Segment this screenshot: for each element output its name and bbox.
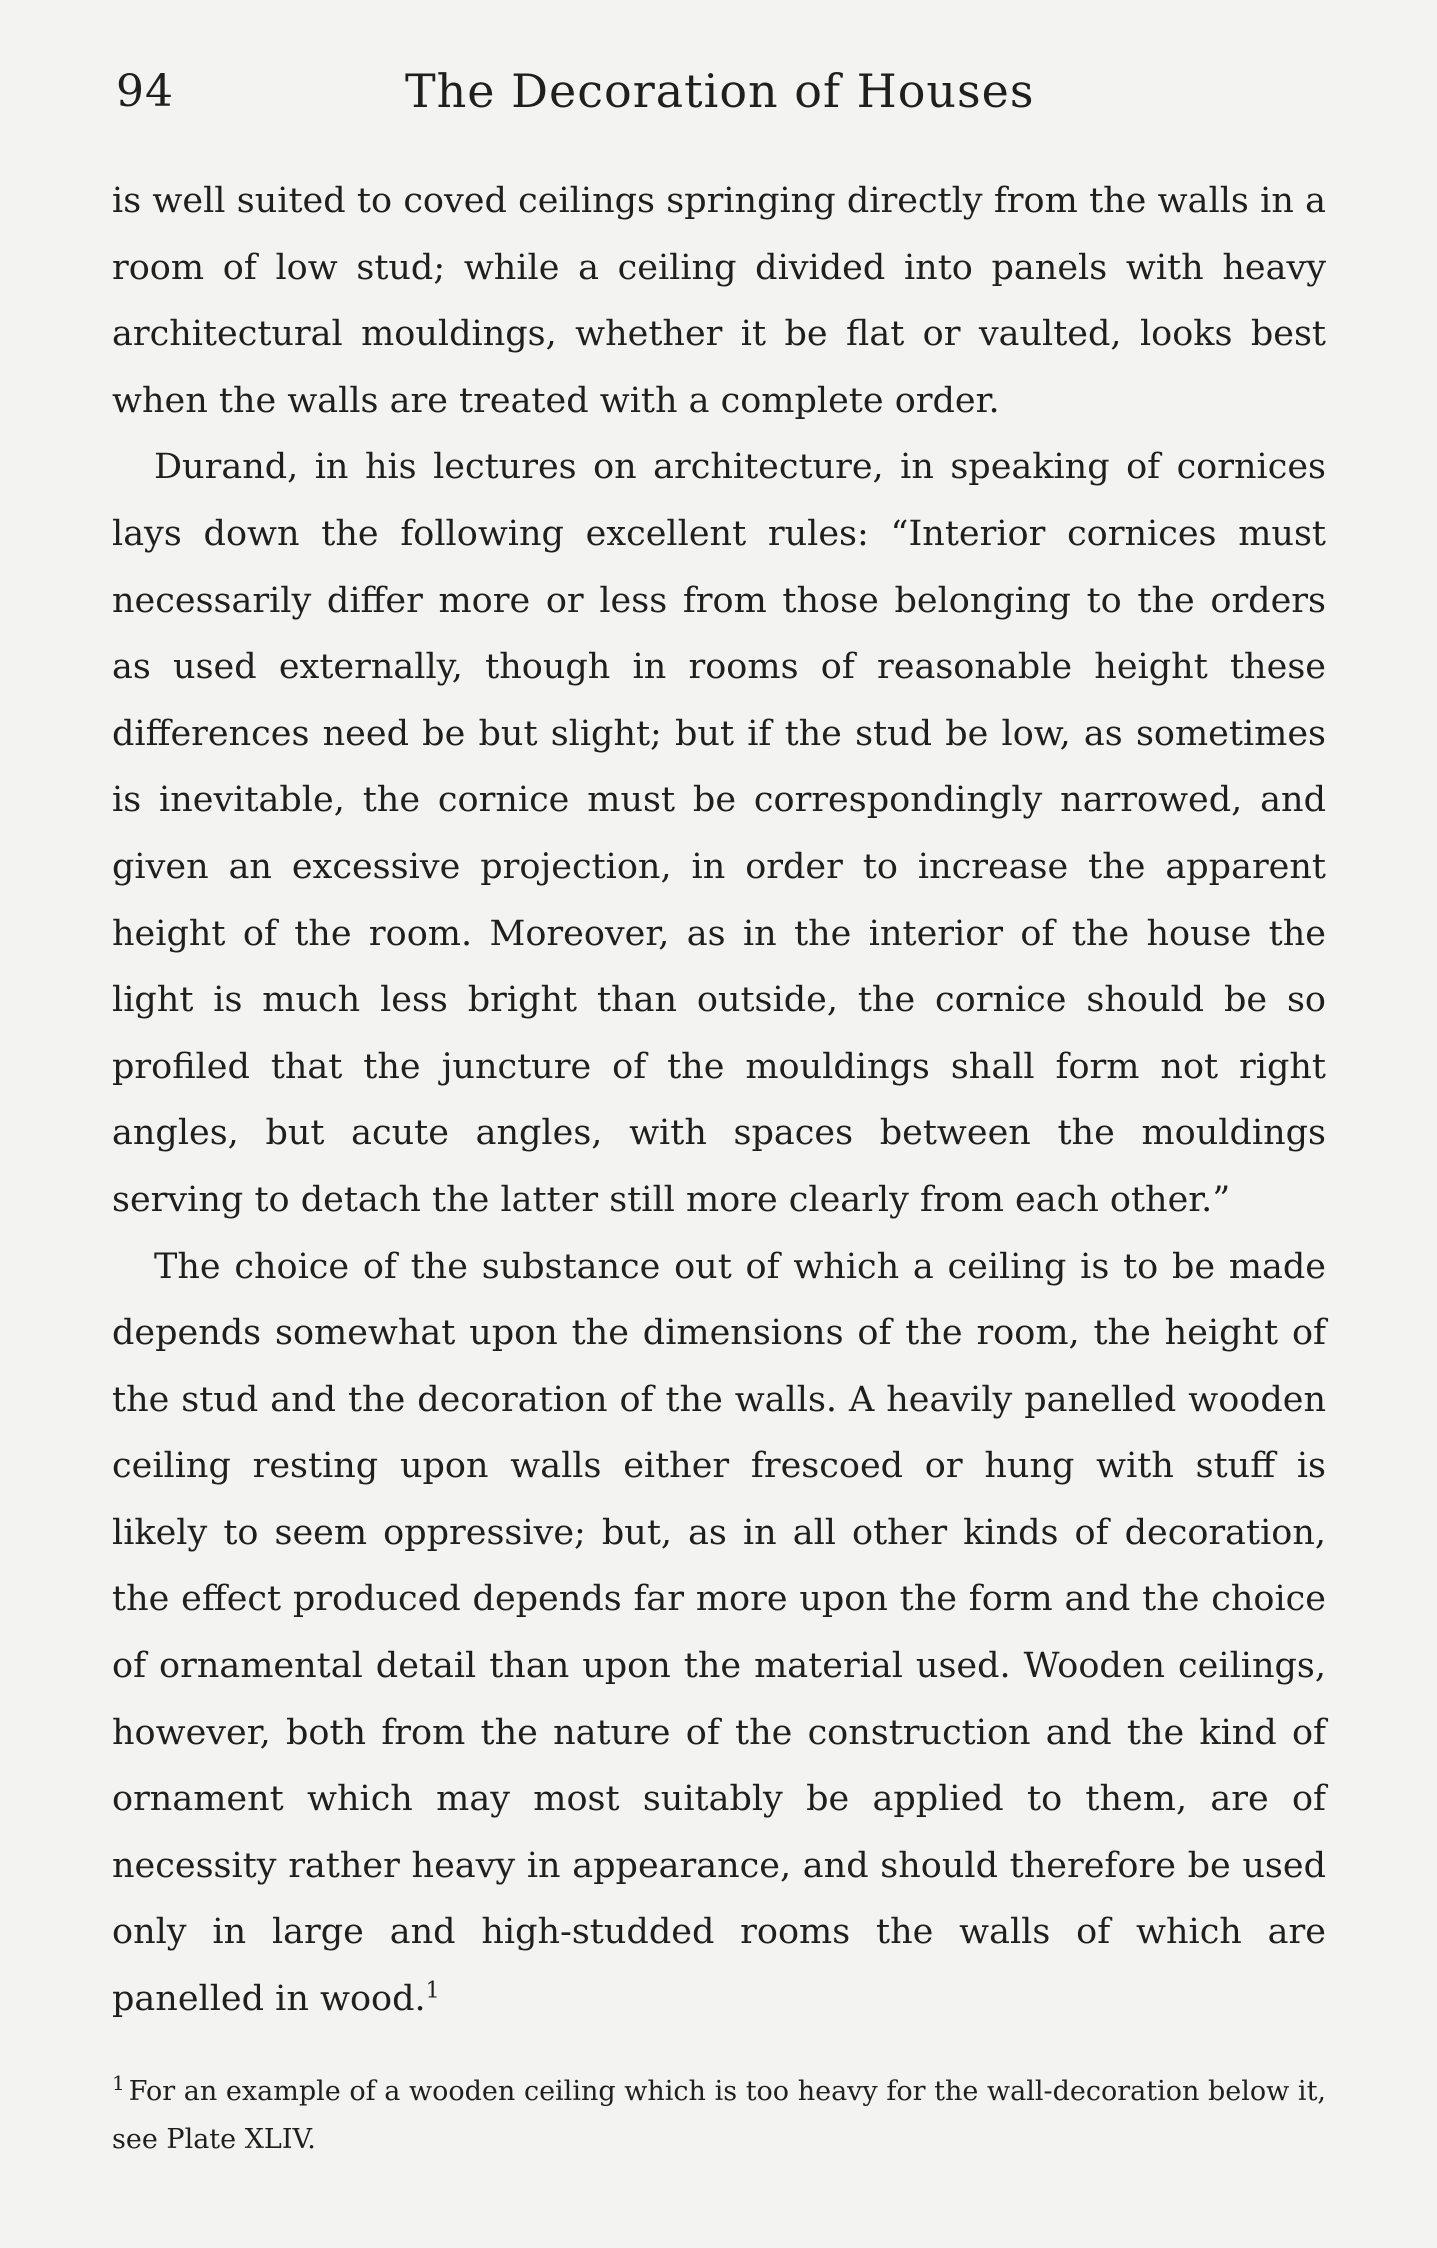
- page-number: 94: [116, 66, 174, 117]
- page-header: [0, 60, 1437, 130]
- footnote-reference: 1: [425, 1978, 440, 2004]
- body-text: [112, 168, 1326, 2033]
- paragraph-2: Durand, in his lectures on architecture, in speaking of cornices lays down the following excellent rules: “Interior cornices must necessarily differ more or less from those belonging to the orders as used externally, though in rooms of reasonable height these differences need be but slight; but if the stud be low, as sometimes is inevitable, the cornice must be correspondingly narrowed, and given an excessive projection, in order to increase the apparent height of the room. Moreover, as in the interior of the house the light is much less bright than outside, the cornice should be so profiled that the juncture of the mouldings shall form not right angles, but acute angles, with spaces between the mouldings serving to detach the latter still more clearly from each other.”: [112, 447, 1326, 1220]
- paragraph-1: is well suited to coved ceilings springing directly from the walls in a room of low stud; while a ceiling divided into panels with heavy architectural mouldings, whether it be flat or vaulted, looks best when the walls are treated with a complete order.: [112, 181, 1326, 421]
- paragraph-3: [112, 1234, 1326, 2033]
- footnote: [112, 2068, 1326, 2164]
- running-title: The Decoration of Houses: [405, 64, 1035, 118]
- footnote-text: For an example of a wooden ceiling which is too heavy for the wall-decoration below it, see Plate XLIV.: [112, 2076, 1326, 2155]
- footnote-mark: 1: [112, 2071, 125, 2095]
- paragraph-3-text: The choice of the substance out of which a ceiling is to be made depends somewhat upon the dimensions of the room, the height of the stud and the decoration of the walls. A heavily panelled wooden ceiling resting upon walls either frescoed or hung with stuff is likely to seem oppressive; but, as in all other kinds of decoration, the effect produced depends far more upon the form and the choice of ornamental detail than upon the material used. Wooden ceilings, however, both from the nature of the construction and the kind of ornament which may most suitably be applied to them, are of necessity rather heavy in appearance, and should therefore be used only in large and high-studded rooms the walls of which are panelled in wood.: [112, 1246, 1326, 2020]
